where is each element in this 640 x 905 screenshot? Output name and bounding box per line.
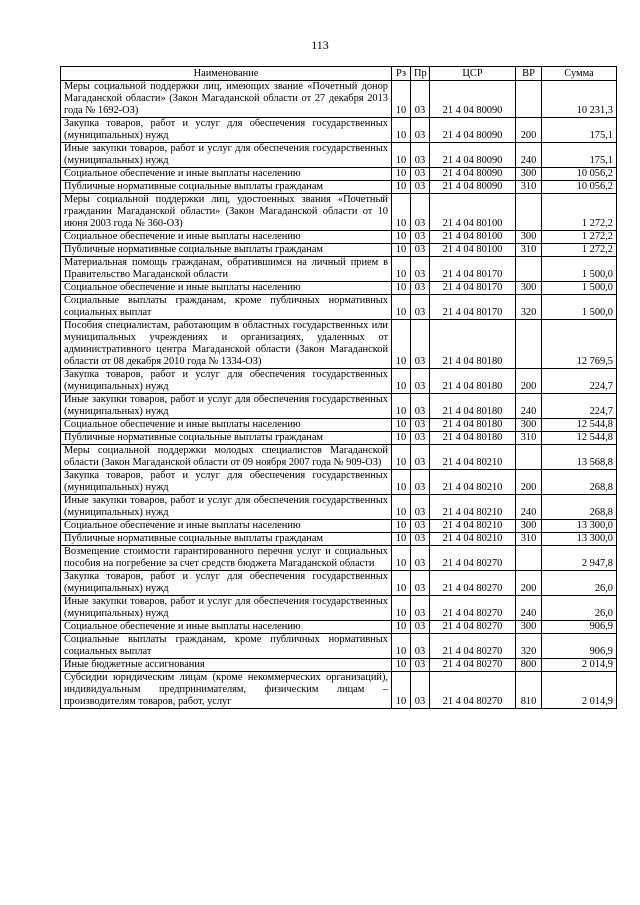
cell-sum: 12 769,5 [542, 320, 617, 369]
cell-csr: 21 4 04 80270 [430, 621, 516, 634]
cell-sum: 1 500,0 [542, 295, 617, 320]
table-row [61, 81, 617, 118]
cell-pr: 03 [411, 520, 430, 533]
cell-rz: 10 [392, 621, 411, 634]
cell-pr: 03 [411, 118, 430, 143]
cell-vr: 200 [516, 118, 542, 143]
cell-rz: 10 [392, 533, 411, 546]
cell-vr [516, 320, 542, 369]
cell-csr: 21 4 04 80270 [430, 571, 516, 596]
cell-sum: 1 500,0 [542, 282, 617, 295]
cell-name: Иные закупки товаров, работ и услуг для обеспечения государственных (муниципальных) нужд [61, 394, 392, 419]
cell-name: Закупка товаров, работ и услуг для обеспечения государственных (муниципальных) нужд [61, 571, 392, 596]
header-pr: Пр [411, 67, 430, 81]
cell-pr: 03 [411, 596, 430, 621]
header-vr: ВР [516, 67, 542, 81]
cell-sum: 12 544,8 [542, 419, 617, 432]
cell-pr: 03 [411, 295, 430, 320]
cell-rz: 10 [392, 432, 411, 445]
table-row [61, 168, 617, 181]
cell-vr: 240 [516, 495, 542, 520]
cell-rz: 10 [392, 470, 411, 495]
header-sum: Сумма [542, 67, 617, 81]
table-row [61, 257, 617, 282]
cell-vr [516, 194, 542, 231]
table-row [61, 231, 617, 244]
cell-name: Материальная помощь гражданам, обратившимся на личный прием в Правительство Магаданской области [61, 257, 392, 282]
cell-sum: 906,9 [542, 634, 617, 659]
cell-name: Социальное обеспечение и иные выплаты населению [61, 231, 392, 244]
cell-sum: 13 300,0 [542, 533, 617, 546]
cell-sum: 1 272,2 [542, 231, 617, 244]
cell-rz: 10 [392, 419, 411, 432]
cell-csr: 21 4 04 80270 [430, 672, 516, 709]
cell-sum: 906,9 [542, 621, 617, 634]
cell-name: Публичные нормативные социальные выплаты гражданам [61, 533, 392, 546]
cell-name: Субсидии юридическим лицам (кроме некоммерческих организаций), индивидуальным предпринимателям, физическим лицам – производителям товаров, работ, услуг [61, 672, 392, 709]
cell-name: Иные закупки товаров, работ и услуг для обеспечения государственных (муниципальных) нужд [61, 143, 392, 168]
table-row [61, 546, 617, 571]
cell-csr: 21 4 04 80170 [430, 282, 516, 295]
table-row [61, 445, 617, 470]
cell-name: Возмещение стоимости гарантированного перечня услуг и социальных пособия на погребение за счет средств бюджета Магаданской области [61, 546, 392, 571]
cell-sum: 26,0 [542, 596, 617, 621]
cell-sum: 175,1 [542, 143, 617, 168]
cell-sum: 10 056,2 [542, 168, 617, 181]
cell-rz: 10 [392, 181, 411, 194]
cell-csr: 21 4 04 80090 [430, 118, 516, 143]
cell-vr: 300 [516, 231, 542, 244]
cell-vr: 200 [516, 571, 542, 596]
cell-name: Закупка товаров, работ и услуг для обеспечения государственных (муниципальных) нужд [61, 369, 392, 394]
cell-pr: 03 [411, 257, 430, 282]
cell-sum: 1 272,2 [542, 194, 617, 231]
cell-name: Закупка товаров, работ и услуг для обеспечения государственных (муниципальных) нужд [61, 118, 392, 143]
cell-vr: 310 [516, 181, 542, 194]
cell-sum: 13 300,0 [542, 520, 617, 533]
cell-csr: 21 4 04 80270 [430, 659, 516, 672]
cell-name: Социальные выплаты гражданам, кроме публичных нормативных социальных выплат [61, 634, 392, 659]
cell-rz: 10 [392, 659, 411, 672]
table-row [61, 470, 617, 495]
cell-vr: 310 [516, 244, 542, 257]
cell-csr: 21 4 04 80090 [430, 181, 516, 194]
cell-pr: 03 [411, 533, 430, 546]
cell-vr: 300 [516, 520, 542, 533]
table-row [61, 520, 617, 533]
cell-csr: 21 4 04 80270 [430, 596, 516, 621]
cell-rz: 10 [392, 495, 411, 520]
cell-pr: 03 [411, 546, 430, 571]
cell-csr: 21 4 04 80270 [430, 634, 516, 659]
table-row [61, 295, 617, 320]
cell-rz: 10 [392, 546, 411, 571]
cell-rz: 10 [392, 168, 411, 181]
header-csr: ЦСР [430, 67, 516, 81]
cell-csr: 21 4 04 80210 [430, 520, 516, 533]
cell-pr: 03 [411, 231, 430, 244]
cell-rz: 10 [392, 295, 411, 320]
cell-vr: 200 [516, 470, 542, 495]
table-row [61, 244, 617, 257]
cell-rz: 10 [392, 634, 411, 659]
table-row [61, 571, 617, 596]
cell-rz: 10 [392, 81, 411, 118]
cell-pr: 03 [411, 168, 430, 181]
cell-vr: 300 [516, 168, 542, 181]
cell-rz: 10 [392, 257, 411, 282]
cell-pr: 03 [411, 419, 430, 432]
page-number: 113 [311, 38, 329, 52]
cell-sum: 12 544,8 [542, 432, 617, 445]
header-rz: Рз [392, 67, 411, 81]
cell-pr: 03 [411, 571, 430, 596]
cell-sum: 2 014,9 [542, 659, 617, 672]
cell-sum: 268,8 [542, 470, 617, 495]
cell-vr: 240 [516, 394, 542, 419]
cell-pr: 03 [411, 194, 430, 231]
cell-pr: 03 [411, 244, 430, 257]
cell-csr: 21 4 04 80170 [430, 295, 516, 320]
cell-name: Публичные нормативные социальные выплаты гражданам [61, 181, 392, 194]
cell-csr: 21 4 04 80210 [430, 495, 516, 520]
cell-rz: 10 [392, 394, 411, 419]
table-row [61, 194, 617, 231]
cell-pr: 03 [411, 470, 430, 495]
table-row [61, 282, 617, 295]
cell-rz: 10 [392, 672, 411, 709]
table-row [61, 369, 617, 394]
cell-rz: 10 [392, 320, 411, 369]
cell-rz: 10 [392, 231, 411, 244]
table-row [61, 320, 617, 369]
table-row [61, 533, 617, 546]
cell-vr [516, 81, 542, 118]
table-row [61, 118, 617, 143]
cell-rz: 10 [392, 596, 411, 621]
cell-name: Социальные выплаты гражданам, кроме публичных нормативных социальных выплат [61, 295, 392, 320]
table-row [61, 621, 617, 634]
table-row [61, 634, 617, 659]
cell-name: Социальное обеспечение и иные выплаты населению [61, 520, 392, 533]
cell-vr: 200 [516, 369, 542, 394]
cell-csr: 21 4 04 80100 [430, 231, 516, 244]
cell-sum: 224,7 [542, 369, 617, 394]
cell-vr [516, 445, 542, 470]
cell-vr: 320 [516, 295, 542, 320]
cell-vr [516, 546, 542, 571]
cell-sum: 2 014,9 [542, 672, 617, 709]
cell-sum: 26,0 [542, 571, 617, 596]
cell-name: Социальное обеспечение и иные выплаты населению [61, 419, 392, 432]
table-row [61, 181, 617, 194]
cell-name: Публичные нормативные социальные выплаты гражданам [61, 432, 392, 445]
cell-rz: 10 [392, 520, 411, 533]
cell-name: Закупка товаров, работ и услуг для обеспечения государственных (муниципальных) нужд [61, 470, 392, 495]
header-name: Наименование [61, 67, 392, 81]
cell-vr: 810 [516, 672, 542, 709]
cell-name: Меры социальной поддержки лиц, имеющих звание «Почетный донор Магаданской области» (Закон Магаданской области от 27 декабря 2013 года № 1692-ОЗ) [61, 81, 392, 118]
cell-csr: 21 4 04 80210 [430, 533, 516, 546]
cell-name: Социальное обеспечение и иные выплаты населению [61, 168, 392, 181]
cell-pr: 03 [411, 672, 430, 709]
cell-sum: 13 568,8 [542, 445, 617, 470]
cell-rz: 10 [392, 445, 411, 470]
cell-vr: 300 [516, 621, 542, 634]
cell-rz: 10 [392, 143, 411, 168]
cell-sum: 1 500,0 [542, 257, 617, 282]
cell-csr: 21 4 04 80090 [430, 81, 516, 118]
cell-pr: 03 [411, 495, 430, 520]
table-row [61, 659, 617, 672]
cell-vr: 320 [516, 634, 542, 659]
cell-name: Пособия специалистам, работающим в областных государственных или муниципальных учреждениях и организациях, удаленных от административного центра Магаданской области (Закон Магаданской области от 08 декабря 2010 года № 1334-ОЗ) [61, 320, 392, 369]
cell-pr: 03 [411, 432, 430, 445]
cell-vr: 300 [516, 419, 542, 432]
cell-vr [516, 257, 542, 282]
cell-rz: 10 [392, 369, 411, 394]
cell-pr: 03 [411, 181, 430, 194]
cell-csr: 21 4 04 80180 [430, 320, 516, 369]
cell-vr: 300 [516, 282, 542, 295]
table-row [61, 143, 617, 168]
cell-pr: 03 [411, 369, 430, 394]
cell-sum: 10 231,3 [542, 81, 617, 118]
cell-sum: 1 272,2 [542, 244, 617, 257]
cell-name: Иные закупки товаров, работ и услуг для обеспечения государственных (муниципальных) нужд [61, 495, 392, 520]
cell-pr: 03 [411, 621, 430, 634]
cell-csr: 21 4 04 80270 [430, 546, 516, 571]
cell-csr: 21 4 04 80180 [430, 369, 516, 394]
cell-rz: 10 [392, 194, 411, 231]
cell-vr: 240 [516, 143, 542, 168]
table-row [61, 432, 617, 445]
cell-csr: 21 4 04 80180 [430, 394, 516, 419]
cell-sum: 10 056,2 [542, 181, 617, 194]
cell-rz: 10 [392, 282, 411, 295]
cell-pr: 03 [411, 143, 430, 168]
table-row [61, 596, 617, 621]
cell-sum: 224,7 [542, 394, 617, 419]
cell-sum: 175,1 [542, 118, 617, 143]
table-row [61, 495, 617, 520]
table-row [61, 394, 617, 419]
cell-pr: 03 [411, 81, 430, 118]
cell-vr: 240 [516, 596, 542, 621]
cell-pr: 03 [411, 445, 430, 470]
cell-name: Меры социальной поддержки молодых специалистов Магаданской области (Закон Магаданской области от 09 ноября 2007 года № 909-ОЗ) [61, 445, 392, 470]
cell-csr: 21 4 04 80090 [430, 168, 516, 181]
cell-name: Социальное обеспечение и иные выплаты населению [61, 621, 392, 634]
cell-pr: 03 [411, 320, 430, 369]
cell-csr: 21 4 04 80210 [430, 445, 516, 470]
cell-name: Иные закупки товаров, работ и услуг для обеспечения государственных (муниципальных) нужд [61, 596, 392, 621]
budget-table [60, 66, 617, 709]
cell-name: Меры социальной поддержки лиц, удостоенных звания «Почетный гражданин Магаданской области» (Закон Магаданской области от 10 июня 2003 года № 360-ОЗ) [61, 194, 392, 231]
table-row [61, 672, 617, 709]
cell-csr: 21 4 04 80180 [430, 419, 516, 432]
cell-vr: 310 [516, 533, 542, 546]
cell-csr: 21 4 04 80170 [430, 257, 516, 282]
cell-name: Публичные нормативные социальные выплаты гражданам [61, 244, 392, 257]
table-row [61, 419, 617, 432]
cell-name: Социальное обеспечение и иные выплаты населению [61, 282, 392, 295]
cell-csr: 21 4 04 80100 [430, 244, 516, 257]
cell-name: Иные бюджетные ассигнования [61, 659, 392, 672]
cell-pr: 03 [411, 659, 430, 672]
cell-vr: 800 [516, 659, 542, 672]
cell-sum: 2 947,8 [542, 546, 617, 571]
cell-csr: 21 4 04 80180 [430, 432, 516, 445]
cell-csr: 21 4 04 80090 [430, 143, 516, 168]
cell-pr: 03 [411, 282, 430, 295]
table-header-row [61, 67, 617, 81]
cell-rz: 10 [392, 118, 411, 143]
cell-pr: 03 [411, 394, 430, 419]
cell-rz: 10 [392, 571, 411, 596]
cell-csr: 21 4 04 80100 [430, 194, 516, 231]
cell-vr: 310 [516, 432, 542, 445]
cell-rz: 10 [392, 244, 411, 257]
cell-sum: 268,8 [542, 495, 617, 520]
cell-csr: 21 4 04 80210 [430, 470, 516, 495]
cell-pr: 03 [411, 634, 430, 659]
